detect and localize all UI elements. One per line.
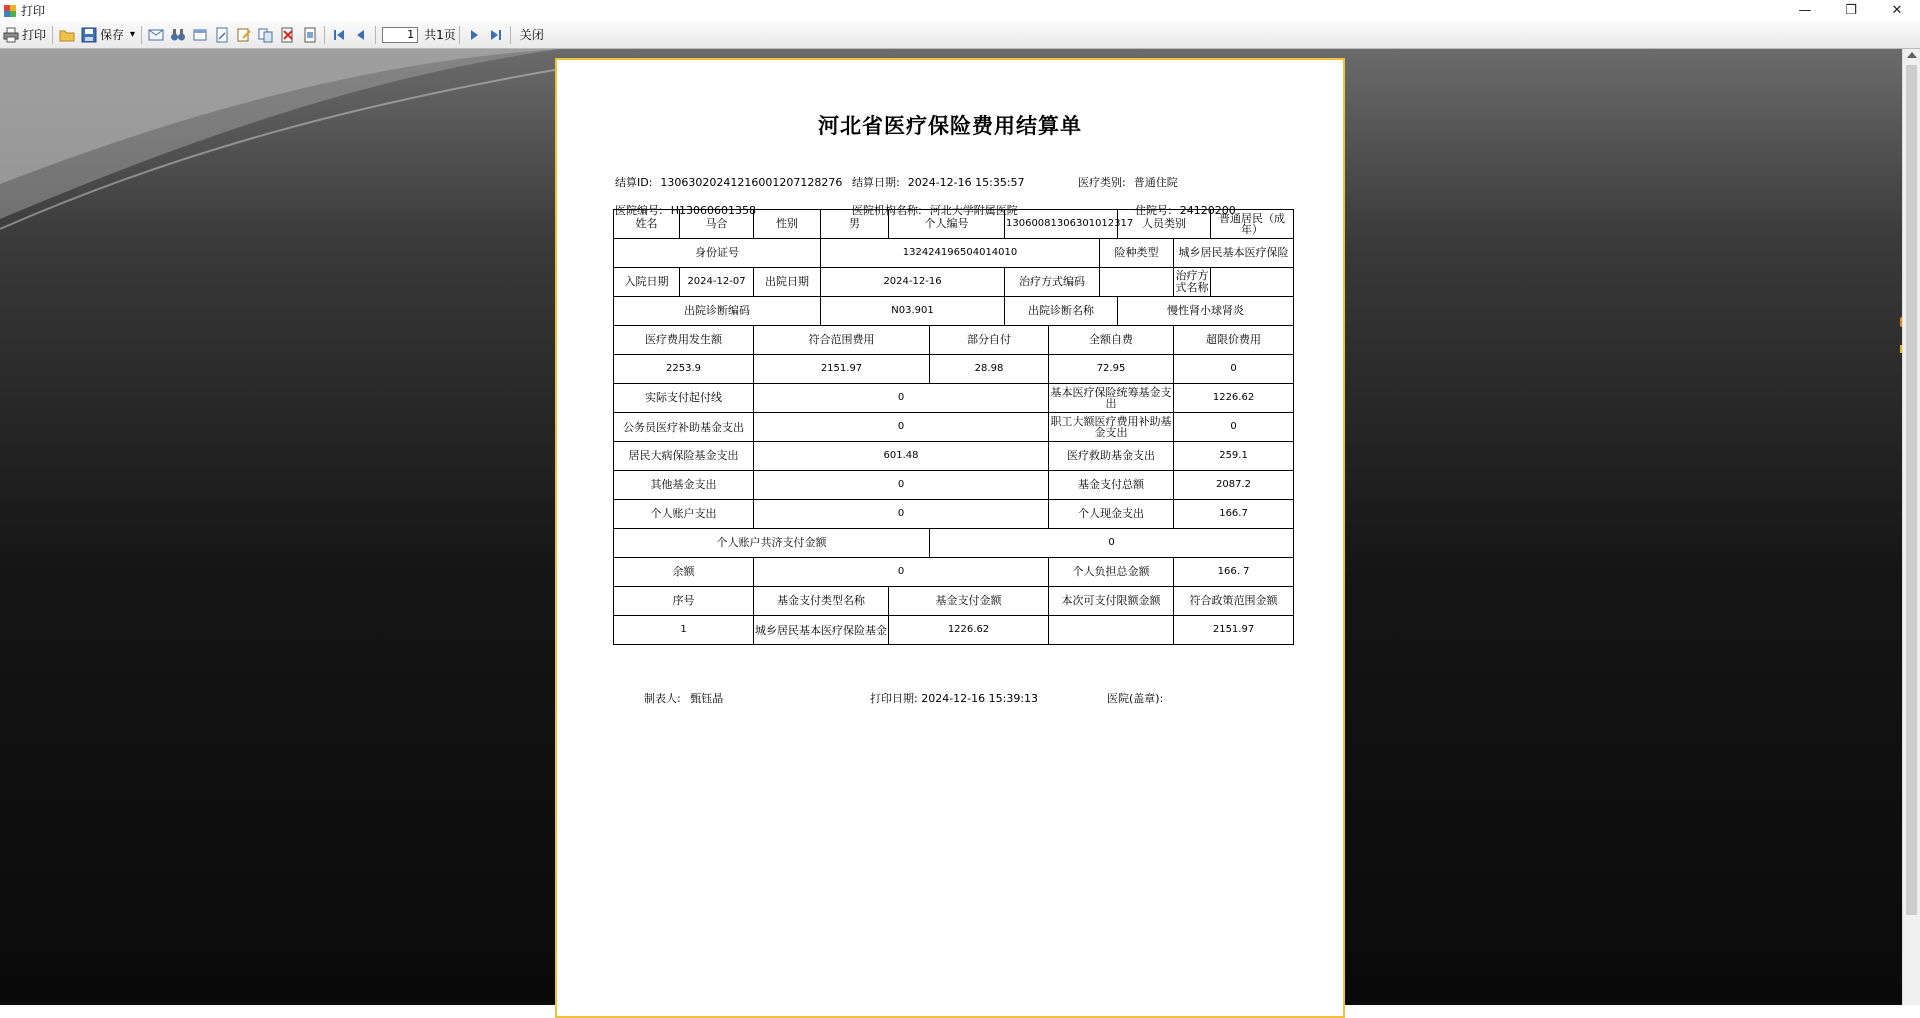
insurance-type-label: 险种类型 xyxy=(1100,239,1174,268)
save-button[interactable] xyxy=(78,24,138,46)
cash-pay-value: 166.7 xyxy=(1174,500,1294,529)
table-row xyxy=(614,326,1294,355)
hospital-code-value: H13060601358 xyxy=(670,204,756,217)
print-date-label: 打印日期: xyxy=(870,692,918,705)
export-button[interactable] xyxy=(299,24,321,46)
settlement-id-value: 130630202412160012071282​76 xyxy=(660,176,843,189)
page-number-input[interactable] xyxy=(382,27,418,43)
close-label: 关闭 xyxy=(519,28,544,42)
window-controls xyxy=(1782,0,1920,21)
first-page-icon xyxy=(331,27,347,43)
table-row xyxy=(614,500,1294,529)
toolbar-separator xyxy=(141,26,142,44)
find-button[interactable] xyxy=(167,24,189,46)
print-app-icon xyxy=(4,5,16,17)
account-pay-label: 个人账户支出 xyxy=(614,500,754,529)
page-setup-icon xyxy=(214,27,230,43)
print-label: 打印 xyxy=(22,28,47,42)
settlement-date xyxy=(852,174,1025,190)
edit-page-button[interactable] xyxy=(233,24,255,46)
fund-header: 本次可支付限额金额 xyxy=(1049,587,1174,616)
civil-subsidy-value: 0 xyxy=(754,413,1049,442)
fund-total-value: 2087.2 xyxy=(1174,471,1294,500)
person-type-label: 人员类别 xyxy=(1118,210,1211,239)
diagnosis-code-value: N03.901 xyxy=(821,297,1005,326)
title-bar xyxy=(0,0,1920,21)
cost-header: 符合范围费用 xyxy=(754,326,930,355)
close-window-button[interactable]: ✕ xyxy=(1891,3,1903,18)
settlement-date-value: 2024-12-16 15:35:57 xyxy=(907,176,1025,189)
cost-header: 部分自付 xyxy=(930,326,1049,355)
print-date xyxy=(870,690,1038,706)
maker-label: 制表人: xyxy=(644,692,681,705)
fund-header: 基金支付金额 xyxy=(889,587,1049,616)
window-title: 打印 xyxy=(21,4,46,18)
fund-cell xyxy=(1049,616,1174,645)
inpatient-number-value: 24120200 xyxy=(1179,204,1236,217)
last-page-button[interactable] xyxy=(485,24,507,46)
id-card-label: 身份证号 xyxy=(614,239,821,268)
multi-page-icon xyxy=(258,27,274,43)
threshold-value: 0 xyxy=(754,384,1049,413)
self-total-value: 166. 7 xyxy=(1174,558,1294,587)
medical-type-value: 普通住院 xyxy=(1133,176,1178,189)
fund-cell: 1 xyxy=(614,616,754,645)
table-row xyxy=(614,587,1294,616)
next-page-icon xyxy=(466,27,482,43)
print-button[interactable] xyxy=(0,24,49,46)
print-page xyxy=(555,58,1345,1018)
envelope-icon xyxy=(148,27,164,43)
account-pay-value: 0 xyxy=(754,500,1049,529)
mutual-pay-value: 0 xyxy=(930,529,1294,558)
personal-number-value: 13060081306301012317 xyxy=(1005,210,1118,239)
save-dropdown-arrow-icon[interactable]: ▾ xyxy=(130,29,136,40)
basic-fund-value: 1226.62 xyxy=(1174,384,1294,413)
cost-value: 28.98 xyxy=(930,355,1049,384)
maker-value: 甄钰晶 xyxy=(690,692,724,705)
first-page-button[interactable] xyxy=(328,24,350,46)
settlement-table xyxy=(613,209,1294,645)
printer-icon xyxy=(3,27,19,43)
background-swoosh xyxy=(0,49,560,309)
table-row xyxy=(614,268,1294,297)
hospital-code-label: 医院编号: xyxy=(615,204,663,217)
balance-label: 余额 xyxy=(614,558,754,587)
toolbar xyxy=(0,21,1920,49)
name-label: 姓名 xyxy=(614,210,680,239)
treatment-code-value xyxy=(1100,268,1174,297)
binoculars-icon xyxy=(170,27,186,43)
settlement-id xyxy=(615,174,842,190)
admission-date-value: 2024-12-07 xyxy=(680,268,754,297)
single-page-button[interactable] xyxy=(189,24,211,46)
page-count-label: 共1页 xyxy=(424,28,456,42)
next-page-button[interactable] xyxy=(463,24,485,46)
fund-header: 序号 xyxy=(614,587,754,616)
save-label: 保存 xyxy=(100,28,125,42)
fund-header: 基金支付类型名称 xyxy=(754,587,889,616)
restore-button[interactable]: ❐ xyxy=(1845,3,1857,18)
preview-canvas xyxy=(0,49,1902,1005)
maker xyxy=(644,690,723,706)
other-fund-label: 其他基金支出 xyxy=(614,471,754,500)
table-row xyxy=(614,355,1294,384)
medical-type xyxy=(1078,174,1178,190)
document-title: 河北省医疗保险费用结算单 xyxy=(818,113,1082,138)
last-page-icon xyxy=(488,27,504,43)
page-setup-button[interactable] xyxy=(211,24,233,46)
table-row xyxy=(614,558,1294,587)
print-date-value: 2024-12-16 15:39:13 xyxy=(921,692,1039,705)
previous-page-button[interactable] xyxy=(350,24,372,46)
table-row xyxy=(614,442,1294,471)
gender-value: 男 xyxy=(821,210,889,239)
discharge-date-value: 2024-12-16 xyxy=(821,268,1005,297)
admission-date-label: 入院日期 xyxy=(614,268,680,297)
cash-pay-label: 个人现金支出 xyxy=(1049,500,1174,529)
email-button[interactable] xyxy=(145,24,167,46)
large-employee-value: 0 xyxy=(1174,413,1294,442)
toolbar-separator xyxy=(459,26,460,44)
multi-page-button[interactable] xyxy=(255,24,277,46)
cost-value: 2253.9 xyxy=(614,355,754,384)
id-card-value: 132424196504014010 xyxy=(821,239,1100,268)
medical-aid-value: 259.1 xyxy=(1174,442,1294,471)
floppy-disk-icon xyxy=(81,27,97,43)
name-value: 马合 xyxy=(680,210,754,239)
person-type-value: 普通居民（成年） xyxy=(1211,210,1294,239)
treatment-name-label: 治疗方式名称 xyxy=(1174,268,1211,297)
scroll-up-arrow-icon[interactable] xyxy=(1907,52,1917,58)
table-row xyxy=(614,239,1294,268)
edit-document-icon xyxy=(236,27,252,43)
minimize-button[interactable]: — xyxy=(1798,3,1812,18)
delete-page-icon xyxy=(280,27,296,43)
discharge-date-label: 出院日期 xyxy=(754,268,821,297)
organization-name-value: 河北大学附属医院 xyxy=(929,204,1018,217)
fund-cell: 2151.97 xyxy=(1174,616,1294,645)
export-document-icon xyxy=(302,27,318,43)
organization-name-label: 医院机构名称: xyxy=(852,204,922,217)
cost-value: 72.95 xyxy=(1049,355,1174,384)
cost-header: 全额自费 xyxy=(1049,326,1174,355)
open-button[interactable] xyxy=(56,24,78,46)
major-illness-label: 居民大病保险基金支出 xyxy=(614,442,754,471)
cost-header: 医疗费用发生额 xyxy=(614,326,754,355)
settlement-id-label: 结算ID: xyxy=(615,176,653,189)
diagnosis-name-label: 出院诊断名称 xyxy=(1005,297,1118,326)
table-row xyxy=(614,413,1294,442)
settlement-date-label: 结算日期: xyxy=(852,176,900,189)
toolbar-separator xyxy=(510,26,511,44)
table-row xyxy=(614,471,1294,500)
fund-total-label: 基金支付总额 xyxy=(1049,471,1174,500)
fund-header: 符合政策范围金额 xyxy=(1174,587,1294,616)
table-row xyxy=(614,384,1294,413)
large-employee-label: 职工大额医疗费用补助基金支出 xyxy=(1049,413,1174,442)
delete-page-button[interactable] xyxy=(277,24,299,46)
table-row xyxy=(614,529,1294,558)
other-fund-value: 0 xyxy=(754,471,1049,500)
diagnosis-code-label: 出院诊断编码 xyxy=(614,297,821,326)
threshold-label: 实际支付起付线 xyxy=(614,384,754,413)
civil-subsidy-label: 公务员医疗补助基金支出 xyxy=(614,413,754,442)
inpatient-number-label: 住院号: xyxy=(1135,204,1172,217)
basic-fund-label: 基本医疗保险统筹基金支出 xyxy=(1049,384,1174,413)
diagnosis-name-value: 慢性肾小球肾炎 xyxy=(1118,297,1294,326)
toolbar-separator xyxy=(375,26,376,44)
close-preview-button[interactable] xyxy=(514,24,547,46)
toolbar-separator xyxy=(52,26,53,44)
table-row xyxy=(614,297,1294,326)
mutual-pay-label: 个人账户共济支付金额 xyxy=(614,529,930,558)
vertical-scrollbar[interactable] xyxy=(1902,49,1920,1005)
gender-label: 性别 xyxy=(754,210,821,239)
toolbar-separator xyxy=(324,26,325,44)
fund-cell: 1226.62 xyxy=(889,616,1049,645)
major-illness-value: 601.48 xyxy=(754,442,1049,471)
personal-number-label: 个人编号 xyxy=(889,210,1005,239)
table-row xyxy=(614,210,1294,239)
cost-value: 0 xyxy=(1174,355,1294,384)
cost-header: 超限价费用 xyxy=(1174,326,1294,355)
fund-cell: 城乡居民基本医疗保险基金 xyxy=(754,616,889,645)
single-page-icon xyxy=(192,27,208,43)
balance-value: 0 xyxy=(754,558,1049,587)
cost-value: 2151.97 xyxy=(754,355,930,384)
insurance-type-value: 城乡居民基本医疗保险 xyxy=(1174,239,1294,268)
folder-icon xyxy=(59,27,75,43)
treatment-code-label: 治疗方式编码 xyxy=(1005,268,1100,297)
self-total-label: 个人负担总金额 xyxy=(1049,558,1174,587)
treatment-name-value xyxy=(1211,268,1294,297)
table-row xyxy=(614,616,1294,645)
previous-page-icon xyxy=(353,27,369,43)
scrollbar-thumb[interactable] xyxy=(1906,65,1917,915)
medical-aid-label: 医疗救助基金支出 xyxy=(1049,442,1174,471)
medical-type-label: 医疗类别: xyxy=(1078,176,1126,189)
hospital-seal: 医院(盖章): xyxy=(1107,692,1164,705)
